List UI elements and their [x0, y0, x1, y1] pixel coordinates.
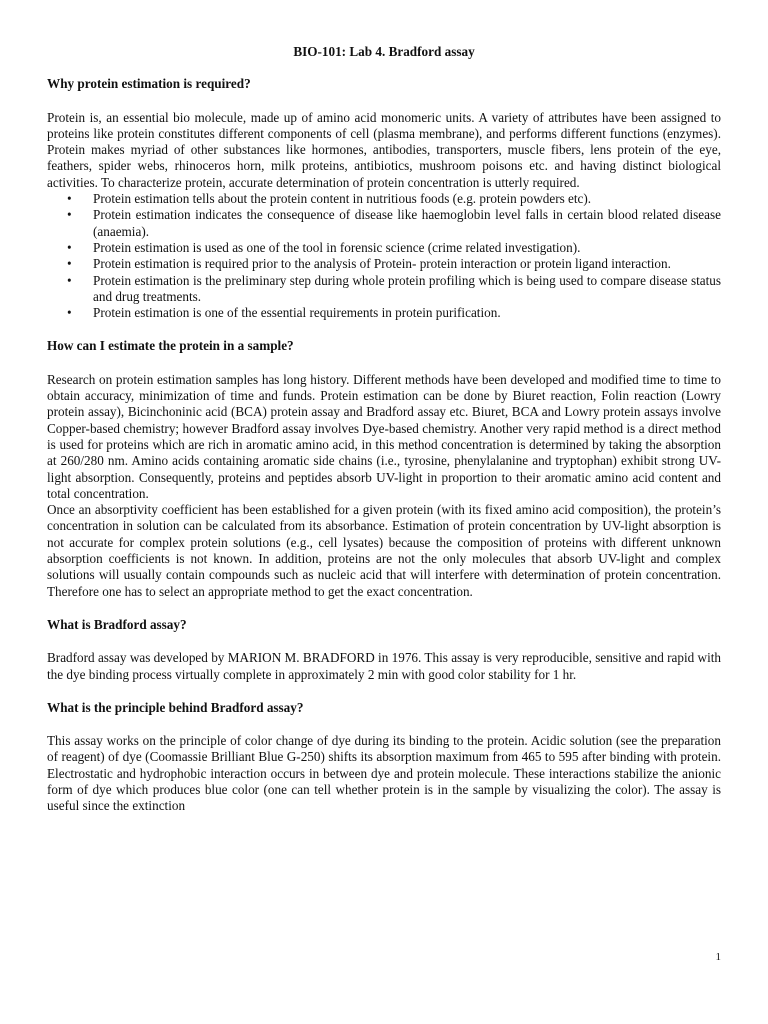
paragraph: Research on protein estimation samples has long history. Different methods have been developed and modified time to time to obtain accuracy, minimization of time and funds. Protein estimation can be done by Biuret reaction, Folin reaction (Lowry protein assay), Bicinchoninic acid (BCA) protein assay and Bradford assay etc. Biuret, BCA and Lowry protein assays involve Copper-based chemistry; however Bradford assay involves Dye-based chemistry. Another very rapid method is a direct method is used for proteins which are rich in aromatic amino acid, in this method concentration is determined by taking the absorption at 260/280 nm. Amino acids containing aromatic side chains (i.e., tyrosine, phenylalanine and tryptophan) exhibit strong UV-light absorption. Consequently, proteins and peptides absorb UV-light in proportion to their aromatic amino acid content and total concentration.	[47, 371, 721, 501]
page-number: 1	[715, 951, 721, 963]
bullet-icon: •	[67, 305, 72, 321]
bullet-text: Protein estimation is one of the essential requirements in protein purification.	[93, 305, 501, 321]
bullet-text: Protein estimation is required prior to the analysis of Protein- protein interaction or protein ligand interaction.	[93, 256, 671, 272]
bullet-text: Protein estimation tells about the protein content in nutritious foods (e.g. protein powders etc).	[93, 191, 592, 207]
section-heading: What is Bradford assay?	[47, 616, 187, 632]
document-title: BIO-101: Lab 4. Bradford assay	[293, 44, 475, 59]
section-heading: How can I estimate the protein in a sample?	[47, 338, 294, 354]
bullet-icon: •	[67, 207, 72, 223]
bullet-list	[47, 191, 721, 321]
section-principle-bradford	[47, 700, 721, 815]
document-page	[47, 44, 721, 815]
bullet-icon: •	[67, 272, 72, 288]
section-heading: What is the principle behind Bradford assay?	[47, 699, 304, 715]
paragraph: Bradford assay was developed by MARION M. BRADFORD in 1976. This assay is very reproducible, sensitive and rapid with the dye binding process virtually complete in approximately 2 min with good color stability for 1 hr.	[47, 650, 721, 682]
bullet-item	[67, 191, 721, 207]
bullet-item	[67, 207, 721, 240]
bullet-icon: •	[67, 256, 72, 272]
paragraph: This assay works on the principle of color change of dye during its binding to the protein. Acidic solution (see the preparation of reagent) of dye (Coomassie Brilliant Blue G-250) shifts its absorption maximum from 465 to 595 after binding with protein. Electrostatic and hydrophobic interaction occurs in between dye and protein molecule. These interactions stabilize the anionic form of dye which produces blue color (one can tell whether protein is in the sample by visualizing the color). The assay is useful since the extinction	[47, 733, 721, 814]
section-heading: Why protein estimation is required?	[47, 76, 251, 92]
paragraph: Protein is, an essential bio molecule, made up of amino acid monomeric units. A variety of attributes have been assigned to proteins like protein constitutes different components of cell (plasma membrane), and performs different functions (enzymes). Protein makes myriad of other substances like hormones, antibodies, transporters, muscle fibers, lens protein of the eye, feathers, spider webs, rhinoceros horn, milk proteins, antibiotics, mushroom poisons etc. and having distinct biological activities. To characterize protein, accurate determination of protein concentration is utterly required.	[47, 109, 721, 190]
section-why-protein-estimation	[47, 76, 721, 321]
section-what-is-bradford	[47, 617, 721, 683]
bullet-item	[67, 239, 721, 256]
bullet-item	[67, 305, 721, 321]
bullet-icon: •	[67, 239, 72, 255]
bullet-text: Protein estimation is the preliminary step during whole protein profiling which is being used to compare disease status and drug treatments.	[93, 272, 721, 304]
bullet-item	[67, 272, 721, 306]
bullet-text: Protein estimation indicates the consequence of disease like haemoglobin level falls in certain blood related disease (anaemia).	[93, 207, 721, 239]
section-how-estimate-protein	[47, 338, 721, 599]
bullet-item	[67, 256, 721, 272]
paragraph: Once an absorptivity coefficient has been established for a given protein (with its fixed amino acid composition), the protein’s concentration in solution can be calculated from its absorbance. Estimation of protein concentration by UV-light absorption is not accurate for complex protein solutions (e.g., cell lysates) because the composition of proteins with different unknown absorption coefficients is not known. In addition, proteins are not the only molecules that absorb UV-light and complex solutions will usually contain compounds such as nucleic acid that will interfere with determination of protein concentration. Therefore one has to select an appropriate method to get the exact concentration.	[47, 502, 721, 599]
bullet-icon: •	[67, 191, 72, 207]
bullet-text: Protein estimation is used as one of the tool in forensic science (crime related investigation).	[93, 239, 581, 255]
